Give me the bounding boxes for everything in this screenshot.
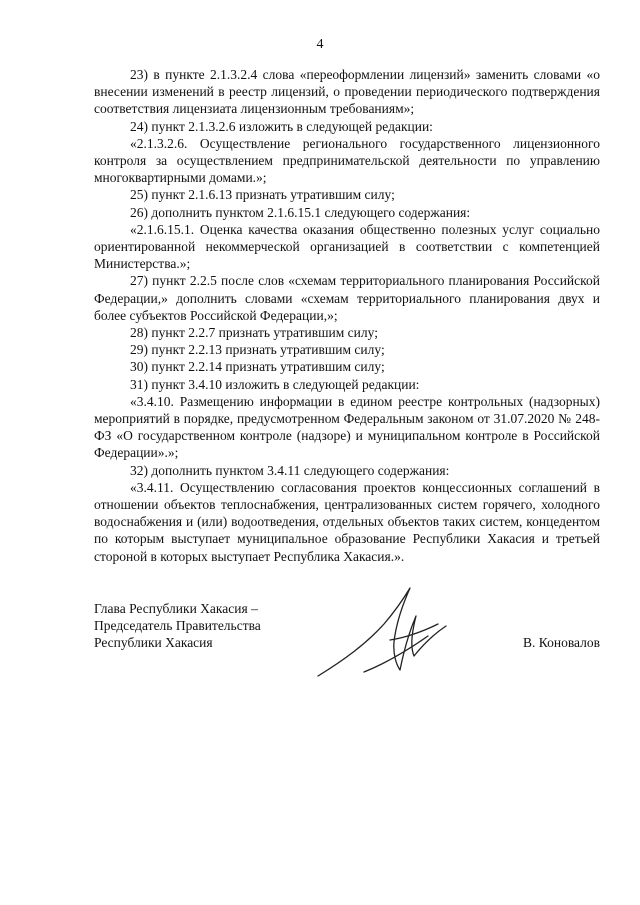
paragraph-26: 26) дополнить пунктом 2.1.6.15.1 следующего содержания: bbox=[130, 204, 471, 220]
paragraph-27: 27) пункт 2.2.5 после слов «схемам территориального планирования Российской Федерации,» дополнить словами «схемам территориального планирования двух и более субъектов Российской Федерации,»; bbox=[94, 273, 600, 323]
paragraph-26-text: «2.1.6.15.1. Оценка качества оказания общественно полезных услуг социально ориентированной некоммерческой организацией в соответствии с компетенцией Министерства.»; bbox=[94, 221, 600, 272]
paragraph-31: 31) пункт 3.4.10 изложить в следующей редакции: bbox=[130, 376, 420, 392]
paragraph-32: 32) дополнить пунктом 3.4.11 следующего содержания: bbox=[130, 462, 450, 478]
paragraph-28: 28) пункт 2.2.7 признать утратившим силу; bbox=[130, 325, 378, 341]
document-body bbox=[94, 66, 600, 565]
signatory-position-line1: Глава Республики Хакасия – bbox=[94, 601, 258, 616]
paragraph-31-text: «3.4.10. Размещению информации в едином реестре контрольных (надзорных) мероприятий в порядке, предусмотренном Федеральным законом от 31.07.2020 № 248-ФЗ «О государственном контроле (надзоре) и муниципальном контроле в Российской Федерации».»; bbox=[94, 393, 600, 461]
signatory-position-line2: Председатель Правительства bbox=[94, 618, 261, 634]
signature-block bbox=[94, 600, 600, 690]
handwritten-signature bbox=[304, 580, 464, 690]
paragraph-29: 29) пункт 2.2.13 признать утратившим силу; bbox=[130, 342, 385, 358]
paragraph-25: 25) пункт 2.1.6.13 признать утратившим силу; bbox=[130, 187, 395, 203]
signatory-name: В. Коновалов bbox=[523, 635, 600, 650]
page-number: 4 bbox=[316, 37, 324, 52]
signatory-position-line3: Республики Хакасия bbox=[94, 635, 213, 651]
signatory-position bbox=[94, 600, 261, 652]
paragraph-24: 24) пункт 2.1.3.2.6 изложить в следующей редакции: bbox=[130, 118, 433, 134]
paragraph-30: 30) пункт 2.2.14 признать утратившим силу; bbox=[130, 359, 385, 375]
paragraph-32-text: «3.4.11. Осуществлению согласования проектов концессионных соглашений в отношении объектов теплоснабжения, централизованных систем горячего, холодного водоснабжения и (или) водоотведения, отдельных объектов таких систем, концедентом по которым выступает муниципальное образование Республики Хакасия и третьей стороной в которых выступает Республика Хакасия.». bbox=[94, 479, 600, 564]
paragraph-24-text: «2.1.3.2.6. Осуществление регионального государственного лицензионного контроля за осуществлением предпринимательской деятельности по управлению многоквартирными домами.»; bbox=[94, 135, 600, 186]
paragraph-23: 23) в пункте 2.1.3.2.4 слова «переоформлении лицензий» заменить словами «о внесении изменений в реестр лицензий, о проведении периодического подтверждения соответствия лицензиата лицензионным требованиям»; bbox=[94, 67, 600, 117]
